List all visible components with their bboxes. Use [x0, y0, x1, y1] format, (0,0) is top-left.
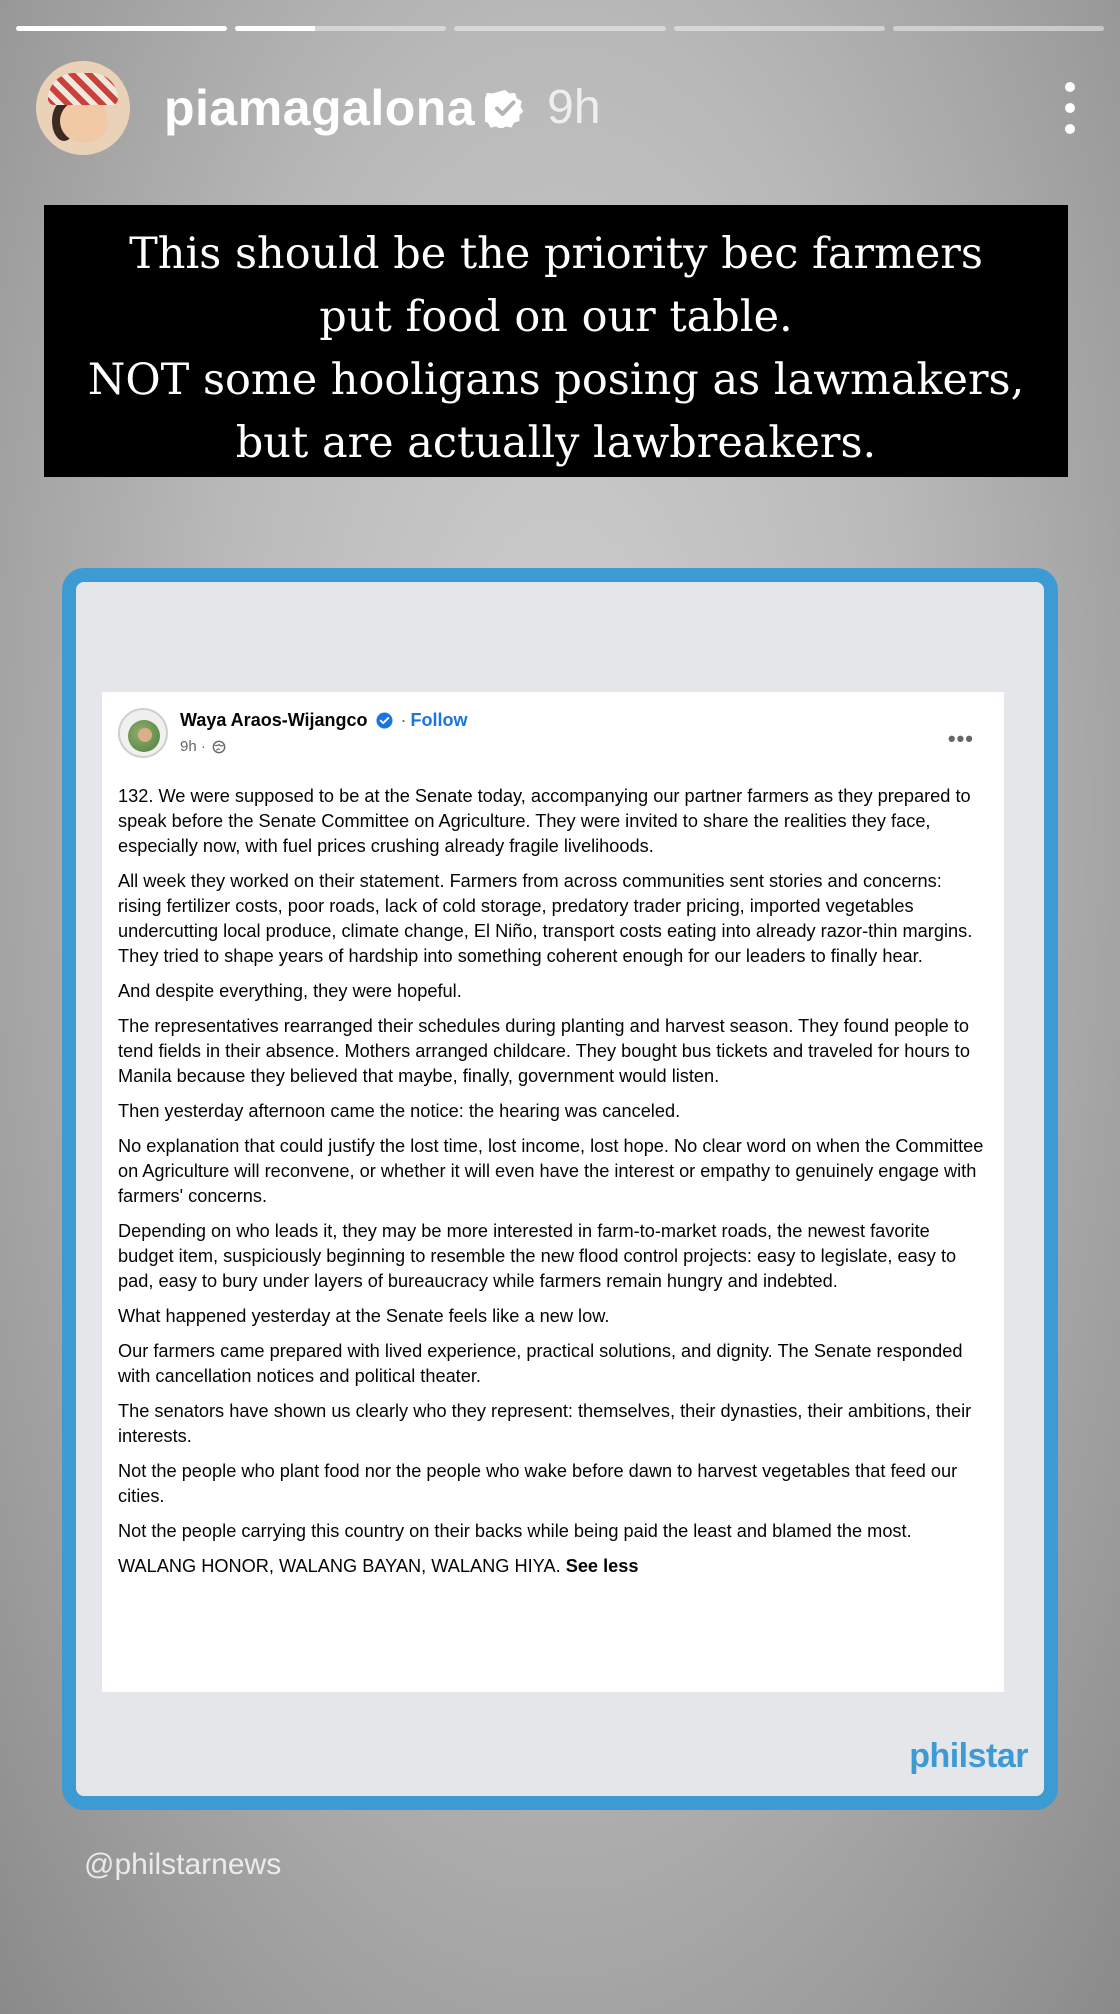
post-closing [118, 1554, 986, 1579]
author-avatar [118, 708, 168, 758]
post-header [110, 708, 986, 774]
verified-badge-icon [485, 88, 525, 128]
progress-segment [16, 26, 227, 31]
source-handle-link[interactable]: @philstarnews [84, 1848, 282, 1881]
progress-segment [674, 26, 885, 31]
see-less-link: See less [565, 1556, 639, 1576]
verified-badge-icon [376, 712, 393, 729]
caption-line: put food on our table. [319, 292, 793, 342]
post-subline [180, 738, 468, 755]
post-paragraph: The representatives rearranged their schedules during planting and harvest season. They found people to tend fields in their absence. Mothers arranged childcare. They bought bus tickets and traveled for hours to Manila because they believed that maybe, finally, government would listen. [118, 1016, 970, 1086]
profile-avatar[interactable] [36, 61, 130, 155]
progress-segment [454, 26, 665, 31]
follow-link: Follow [410, 710, 468, 730]
more-dot [1065, 103, 1075, 113]
post-paragraph: And despite everything, they were hopeful. [118, 981, 462, 1001]
more-options-icon[interactable] [1050, 82, 1090, 134]
caption-line: but are actually lawbreakers. [235, 418, 877, 468]
more-dot [1065, 124, 1075, 134]
story-progress-bar [16, 26, 1104, 31]
username-link[interactable]: piamagalona [164, 79, 476, 136]
avatar-person [138, 728, 152, 742]
author-name: Waya Araos-Wijangco [180, 710, 368, 730]
post-paragraph: Not the people who plant food nor the people who wake before dawn to harvest vegetables that feed our cities. [118, 1461, 958, 1506]
caption-line: NOT some hooligans posing as lawmakers, [87, 355, 1025, 405]
avatar-hat [48, 73, 118, 105]
progress-segment [893, 26, 1104, 31]
closing-text: WALANG HONOR, WALANG BAYAN, WALANG HIYA. [118, 1556, 566, 1576]
post-paragraph: The senators have shown us clearly who they represent: themselves, their dynasties, their ambitions, their interests. [118, 1401, 972, 1446]
story-header [36, 60, 1090, 155]
embedded-post-frame[interactable] [62, 568, 1058, 1810]
post-paragraph: Then yesterday afternoon came the notice: the hearing was canceled. [118, 1101, 681, 1121]
avatar-face [60, 99, 108, 143]
progress-fill [235, 26, 315, 31]
post-paragraph: Depending on who leads it, they may be more interested in farm-to-market roads, the newest favorite budget item, suspiciously beginning to resemble the new flood control projects: easy to legislate, easy to pad, easy to bury under layers of bureaucracy while farmers remain hungry and indebted. [118, 1221, 957, 1291]
post-paragraph: No explanation that could justify the lost time, lost income, lost hope. No clear word on when the Committee on Agriculture will reconvene, or whether it will even have the interest or empathy to genuinely engage with farmers' concerns. [118, 1136, 984, 1206]
post-paragraph: What happened yesterday at the Senate feels like a new low. [118, 1306, 610, 1326]
post-paragraph: Our farmers came prepared with lived experience, practical solutions, and dignity. The Senate responded with cancellation notices and political theater. [118, 1341, 963, 1386]
philstar-logo: philstar [909, 1737, 1028, 1775]
facebook-post-card [102, 692, 1004, 1692]
post-paragraph: All week they worked on their statement. Farmers from across communities sent stories and concerns: rising fertilizer costs, poor roads, lack of cold storage, predatory trader pricing, imported vegetables undercutting local produce, climate change, El Niño, transport costs eating into already razor-thin margins. They tried to shape years of hardship into something coherent enough for our leaders to finally hear. [118, 871, 973, 966]
globe-icon [212, 740, 226, 754]
post-time: 9h [547, 81, 601, 134]
post-paragraph: 132. We were supposed to be at the Senate today, accompanying our partner farmers as they prepared to speak before the Senate Committee on Agriculture. They were invited to share the realities they face, especially now, with fuel prices crushing already fragile livelihoods. [118, 786, 971, 856]
post-paragraph: Not the people carrying this country on their backs while being paid the least and blamed the most. [118, 1521, 912, 1541]
post-meta [180, 708, 468, 755]
progress-segment [235, 26, 446, 31]
progress-fill [16, 26, 227, 31]
more-horizontal-icon: ••• [947, 726, 974, 751]
author-row [180, 708, 468, 732]
separator-dot: · [400, 710, 407, 730]
post-body [110, 784, 986, 1579]
more-dot [1065, 82, 1075, 92]
post-time: 9h · [180, 738, 206, 755]
caption-line: This should be the priority bec farmers [129, 229, 983, 279]
story-caption [44, 205, 1068, 477]
